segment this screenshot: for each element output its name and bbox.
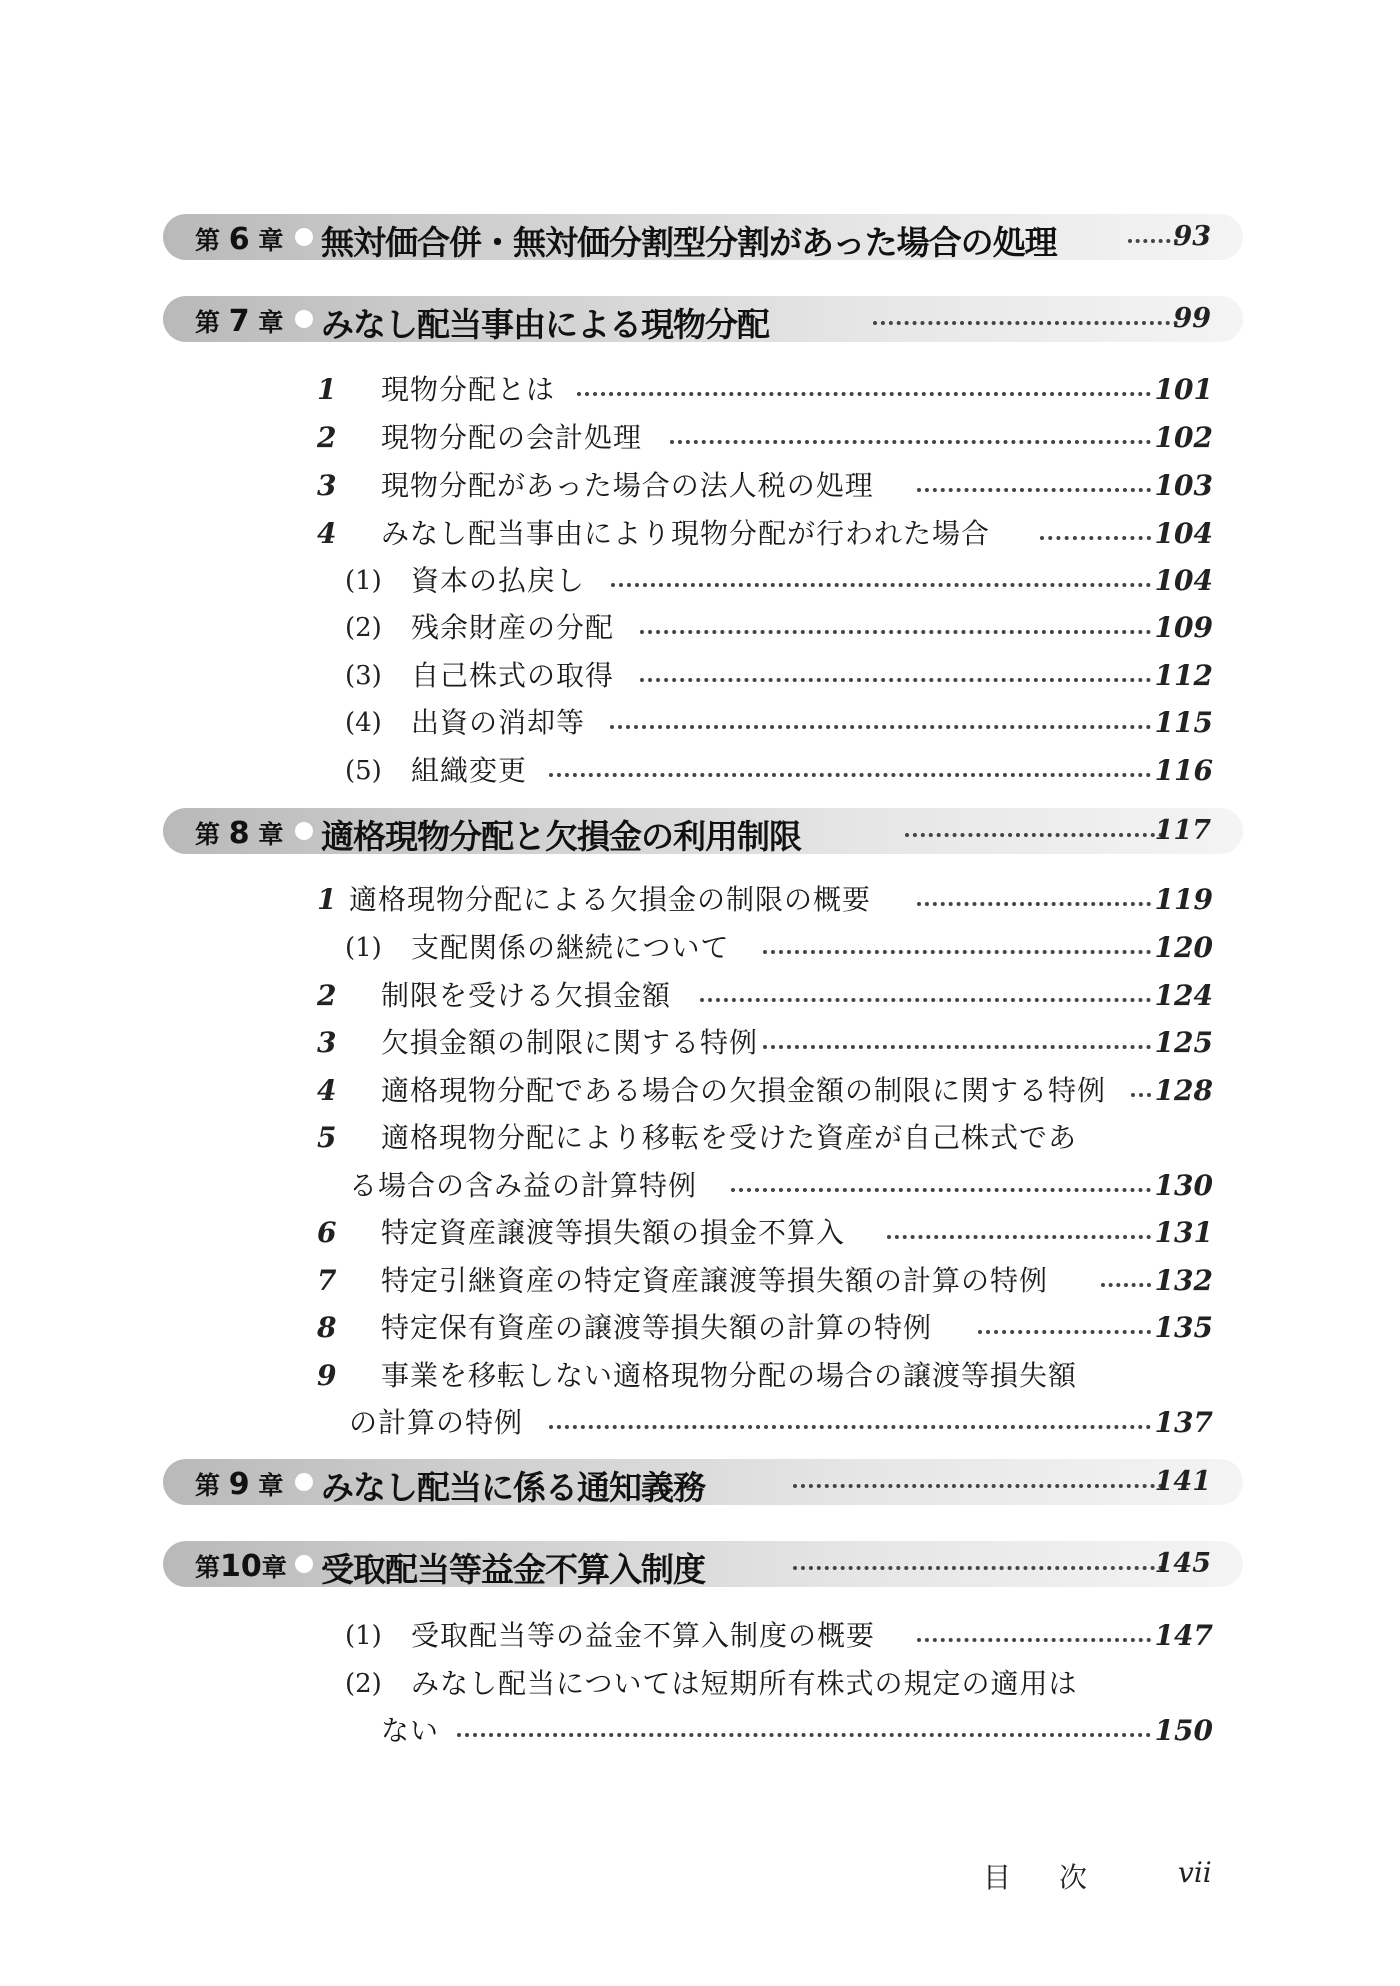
toc-entry[interactable]	[315, 1616, 1213, 1656]
chapter-number: 第 8 章	[195, 816, 284, 851]
toc-entry[interactable]	[315, 1308, 1213, 1348]
toc-entry[interactable]	[315, 928, 1213, 968]
chapter-title: 無対価合併・無対価分割型分割があった場合の処理	[321, 223, 1057, 262]
leader-dots	[905, 833, 1163, 837]
entry-page: 103	[1154, 469, 1213, 502]
chapter-page: 99	[1173, 303, 1211, 334]
entry-title-continued: の計算の特例	[349, 1406, 524, 1439]
leader-dots	[763, 950, 1151, 954]
entry-number: (2)	[345, 1669, 382, 1699]
leader-dots	[1101, 1283, 1151, 1287]
entry-number: (1)	[345, 933, 382, 963]
entry-page: 102	[1154, 421, 1213, 454]
entry-page: 109	[1154, 611, 1213, 644]
toc-entry-continued[interactable]	[315, 1166, 1213, 1206]
page-number: vii	[1178, 1856, 1212, 1889]
leader-dots	[917, 1638, 1151, 1642]
toc-entry-continued[interactable]	[315, 1403, 1213, 1443]
toc-entry-continued[interactable]	[315, 1711, 1213, 1751]
entry-page: 135	[1154, 1311, 1213, 1344]
entry-page: 130	[1154, 1169, 1213, 1202]
chapter-7-header[interactable]	[163, 296, 1243, 342]
entry-number: 3	[317, 1026, 337, 1059]
bullet-dot-icon	[295, 1555, 313, 1573]
entry-title: 自己株式の取得	[411, 659, 615, 692]
bullet-dot-icon	[295, 822, 313, 840]
entry-page: 137	[1154, 1406, 1213, 1439]
entry-title: みなし配当事由により現物分配が行われた場合	[381, 517, 991, 550]
entry-page: 125	[1154, 1026, 1213, 1059]
leader-dots	[917, 902, 1151, 906]
leader-dots	[700, 998, 1151, 1002]
entry-title: 特定引継資産の特定資産譲渡等損失額の計算の特例	[381, 1264, 1049, 1297]
leader-dots	[640, 678, 1151, 682]
chapter-page: 145	[1154, 1548, 1211, 1579]
toc-entry[interactable]	[315, 1356, 1213, 1396]
entry-title: 特定保有資産の譲渡等損失額の計算の特例	[381, 1311, 933, 1344]
entry-title: 現物分配とは	[381, 373, 556, 406]
toc-entry[interactable]	[315, 751, 1213, 791]
chapter-title: みなし配当事由による現物分配	[321, 305, 769, 344]
entry-page: 104	[1154, 564, 1213, 597]
entry-title: 制限を受ける欠損金額	[381, 979, 672, 1012]
leader-dots	[793, 1566, 1163, 1570]
entry-title-continued: る場合の含み益の計算特例	[349, 1169, 698, 1202]
entry-number: (5)	[345, 756, 382, 786]
entry-number: 4	[317, 517, 337, 550]
toc-entry[interactable]	[315, 466, 1213, 506]
entry-page: 132	[1154, 1264, 1213, 1297]
entry-number: 5	[317, 1121, 337, 1154]
chapter-10-header[interactable]	[163, 1541, 1243, 1587]
entry-number: 8	[317, 1311, 337, 1344]
entry-page: 147	[1154, 1619, 1213, 1652]
entry-number: (1)	[345, 1621, 382, 1651]
toc-entry[interactable]	[315, 1213, 1213, 1253]
entry-number: (4)	[345, 708, 382, 738]
entry-number: 7	[317, 1264, 337, 1297]
toc-entry[interactable]	[315, 514, 1213, 554]
entry-title: 組織変更	[411, 754, 528, 787]
leader-dots	[1128, 239, 1178, 243]
chapter-number: 第 9 章	[195, 1467, 284, 1502]
entry-title: 現物分配があった場合の法人税の処理	[381, 469, 874, 502]
entry-page: 115	[1154, 706, 1213, 739]
toc-entry[interactable]	[315, 1664, 1213, 1704]
toc-entry[interactable]	[315, 370, 1213, 410]
entry-number: (3)	[345, 661, 382, 691]
chapter-number: 第 6 章	[195, 222, 284, 257]
chapter-number: 第10章	[195, 1549, 287, 1584]
entry-number: 6	[317, 1216, 337, 1249]
toc-entry[interactable]	[315, 1261, 1213, 1301]
leader-dots	[549, 773, 1151, 777]
leader-dots	[978, 1330, 1151, 1334]
toc-entry[interactable]	[315, 1118, 1213, 1158]
entry-title: 出資の消却等	[411, 706, 586, 739]
bullet-dot-icon	[295, 1473, 313, 1491]
entry-title: 適格現物分配である場合の欠損金額の制限に関する特例	[381, 1074, 1107, 1107]
leader-dots	[793, 1484, 1163, 1488]
chapter-6-header[interactable]	[163, 214, 1243, 260]
entry-page: 116	[1154, 754, 1213, 787]
toc-entry[interactable]	[315, 418, 1213, 458]
leader-dots	[670, 440, 1151, 444]
toc-entry[interactable]	[315, 561, 1213, 601]
chapter-title: 受取配当等益金不算入制度	[321, 1550, 705, 1589]
entry-page: 124	[1154, 979, 1213, 1012]
leader-dots	[611, 583, 1151, 587]
bullet-dot-icon	[295, 310, 313, 328]
entry-number: 4	[317, 1074, 337, 1107]
running-footer-label: 目次	[983, 1861, 1136, 1894]
entry-number: 1	[317, 373, 337, 406]
leader-dots	[917, 488, 1151, 492]
chapter-number: 第 7 章	[195, 304, 284, 339]
leader-dots	[457, 1733, 1151, 1737]
leader-dots	[1040, 536, 1151, 540]
toc-entry[interactable]	[315, 1071, 1213, 1111]
entry-number: 9	[317, 1359, 337, 1392]
entry-number: 3	[317, 469, 337, 502]
entry-page: 101	[1154, 373, 1213, 406]
toc-entry[interactable]	[315, 608, 1213, 648]
toc-entry[interactable]	[315, 703, 1213, 743]
entry-number: 1	[317, 883, 337, 916]
entry-title: 適格現物分配による欠損金の制限の概要	[349, 883, 872, 916]
entry-title: みなし配当については短期所有株式の規定の適用は	[411, 1667, 1078, 1700]
entry-title: 特定資産譲渡等損失額の損金不算入	[381, 1216, 846, 1249]
entry-page: 128	[1154, 1074, 1213, 1107]
entry-title: 受取配当等の益金不算入制度の概要	[411, 1619, 876, 1652]
entry-title: 欠損金額の制限に関する特例	[381, 1026, 759, 1059]
leader-dots	[887, 1235, 1151, 1239]
chapter-9-header[interactable]	[163, 1459, 1243, 1505]
entry-title: 資本の払戻し	[411, 564, 586, 597]
entry-title: 適格現物分配により移転を受けた資産が自己株式であ	[381, 1121, 1078, 1154]
entry-page: 150	[1154, 1714, 1213, 1747]
entry-page: 104	[1154, 517, 1213, 550]
chapter-8-header[interactable]	[163, 808, 1243, 854]
leader-dots	[1131, 1093, 1151, 1097]
leader-dots	[731, 1188, 1151, 1192]
leader-dots	[577, 392, 1151, 396]
leader-dots	[640, 630, 1151, 634]
entry-number: 2	[317, 979, 337, 1012]
leader-dots	[610, 725, 1151, 729]
entry-title-continued: ない	[381, 1714, 440, 1747]
toc-entry[interactable]	[315, 976, 1213, 1016]
chapter-page: 93	[1173, 221, 1211, 252]
entry-number: (2)	[345, 613, 382, 643]
chapter-title: 適格現物分配と欠損金の利用制限	[321, 817, 801, 856]
leader-dots	[763, 1045, 1151, 1049]
entry-page: 120	[1154, 931, 1213, 964]
entry-number: (1)	[345, 566, 382, 596]
leader-dots	[549, 1425, 1151, 1429]
entry-title: 残余財産の分配	[411, 611, 615, 644]
entry-title: 現物分配の会計処理	[381, 421, 643, 454]
toc-entry[interactable]	[315, 1023, 1213, 1063]
toc-entry[interactable]	[315, 880, 1213, 920]
toc-entry[interactable]	[315, 656, 1213, 696]
entry-page: 119	[1154, 883, 1213, 916]
entry-page: 131	[1154, 1216, 1213, 1249]
leader-dots	[873, 321, 1178, 325]
entry-page: 112	[1154, 659, 1213, 692]
entry-number: 2	[317, 421, 337, 454]
bullet-dot-icon	[295, 228, 313, 246]
entry-title: 支配関係の継続について	[411, 931, 730, 964]
chapter-title: みなし配当に係る通知義務	[321, 1468, 705, 1507]
chapter-page: 117	[1154, 815, 1211, 846]
chapter-page: 141	[1154, 1466, 1211, 1497]
entry-title: 事業を移転しない適格現物分配の場合の譲渡等損失額	[381, 1359, 1078, 1392]
